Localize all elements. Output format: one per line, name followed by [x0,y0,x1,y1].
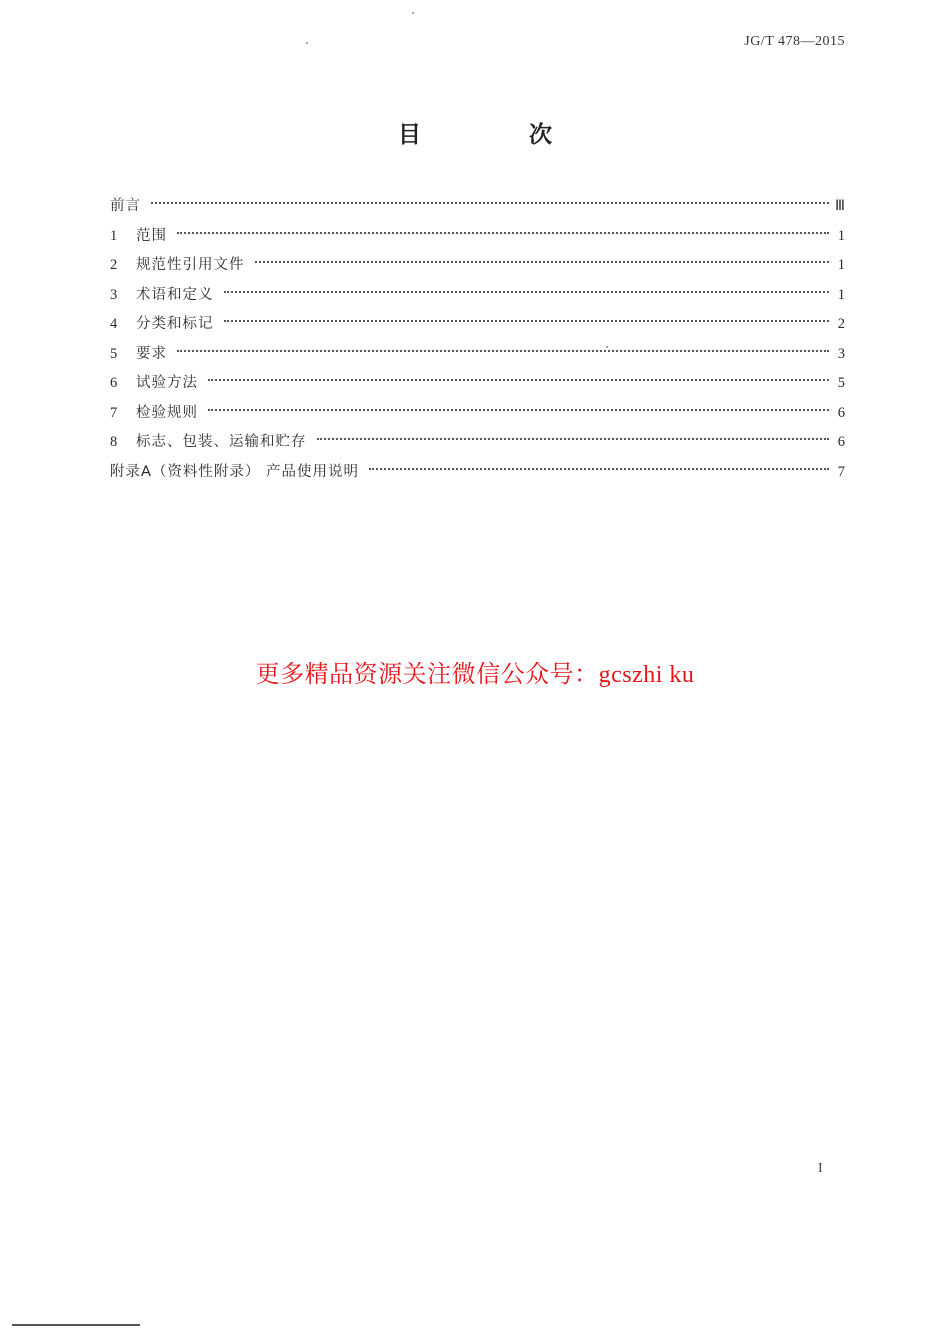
page-number: I [818,1161,823,1176]
toc-entry-normative-references[interactable] [110,251,845,281]
toc-entry-page: 1 [837,257,845,273]
toc-entry-page: 1 [837,227,845,244]
toc-entry-label: 分类和标记 [136,316,214,332]
scan-speck [412,12,414,14]
dot-leader [151,202,829,204]
toc-entry-label: 范围 [136,227,167,244]
toc-entry-label: 检验规则 [136,404,198,421]
toc-entry-requirements[interactable] [110,340,845,370]
promo-handle: gcszhi ku [598,662,695,688]
dot-leader [177,232,829,234]
toc-entry-page: 6 [837,434,845,450]
toc-entry-number: 2 [110,257,118,273]
toc-entry-number: 3 [110,286,118,303]
toc-entry-number: 5 [110,345,118,362]
toc-entry-test-methods[interactable] [110,369,845,399]
scan-speck [306,42,308,44]
toc-entry-page: 1 [837,286,845,303]
toc-entry-page: 6 [837,404,845,421]
document-code: JG/T 478—2015 [744,34,845,49]
toc-entry-classification[interactable] [110,310,845,340]
dot-leader [177,350,829,352]
toc-entry-label: 要求 [136,345,167,362]
toc-entry-page: 5 [837,375,845,391]
dot-leader [224,320,830,322]
scan-speck [606,346,608,348]
table-of-contents [110,192,845,487]
bottom-rule [12,1324,140,1326]
promo-watermark [0,654,950,689]
toc-entry-annex-a[interactable] [110,458,845,488]
toc-entry-foreword[interactable] [110,192,845,222]
dot-leader [208,409,829,411]
dot-leader [224,291,830,293]
toc-entry-page: 3 [837,345,845,362]
dot-leader [317,438,830,440]
promo-text: 更多精品资源关注微信公众号： [255,660,599,688]
dot-leader [208,379,829,381]
toc-entry-page: 7 [837,463,845,480]
dot-leader [255,261,830,263]
toc-entry-page: 2 [837,316,845,332]
toc-entry-scope[interactable] [110,222,845,252]
toc-entry-label: 前言 [110,198,141,214]
toc-entry-number: 6 [110,375,118,391]
dot-leader [369,468,829,470]
toc-entry-label: 试验方法 [136,375,198,391]
toc-entry-number: 7 [110,404,118,421]
toc-entry-label: 标志、包装、运输和贮存 [136,434,307,450]
toc-entry-number: 1 [110,227,118,244]
toc-entry-label: 术语和定义 [136,286,214,303]
toc-entry-page: Ⅲ [835,198,845,214]
toc-entry-marking-packaging[interactable] [110,428,845,458]
toc-entry-number: 4 [110,316,118,332]
toc-entry-label: 附录A（资料性附录） 产品使用说明 [110,463,360,480]
toc-entry-number: 8 [110,434,118,450]
toc-entry-label: 规范性引用文件 [136,257,245,273]
toc-entry-terms-definitions[interactable] [110,281,845,311]
toc-entry-inspection-rules[interactable] [110,399,845,429]
page-title: 目 次 [397,122,602,148]
